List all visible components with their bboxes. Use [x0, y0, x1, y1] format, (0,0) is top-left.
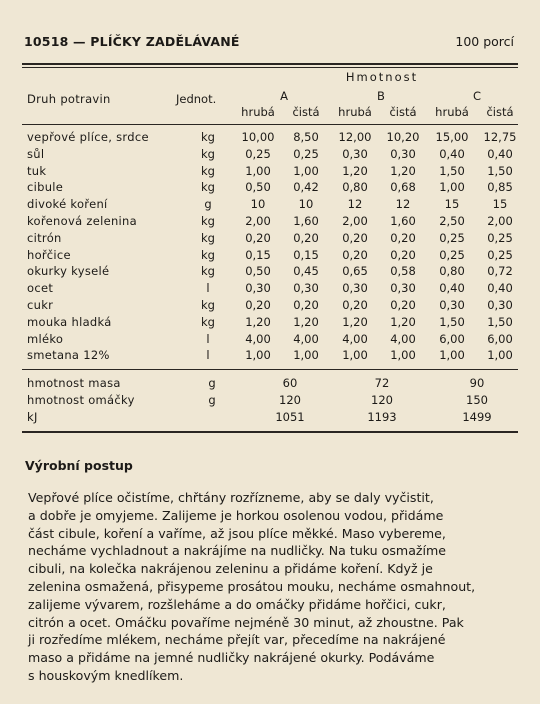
- total-value: 90: [469, 376, 485, 390]
- ingredient-value: 0,15: [293, 247, 319, 262]
- ingredient-value: 0,68: [390, 180, 416, 195]
- procedure-text: [28, 489, 522, 685]
- ingredient-value: 1,60: [390, 214, 416, 228]
- ingredient-value: 4,00: [342, 331, 368, 346]
- sub-header-a-net: čistá: [292, 105, 320, 119]
- total-value: 1193: [367, 410, 397, 424]
- header-rule-thin: [22, 67, 518, 68]
- procedure-line: zelenina osmažená, přisypeme prosátou mouku, necháme osmahnout,: [28, 578, 476, 594]
- column-header-name: Druh potravin: [27, 92, 111, 106]
- total-name: hmotnost masa: [27, 376, 121, 390]
- ingredient-value: 0,20: [293, 298, 319, 312]
- ingredient-value: 1,00: [245, 163, 271, 178]
- ingredient-value: 0,58: [390, 264, 416, 279]
- ingredient-value: 1,50: [487, 314, 513, 329]
- ingredient-unit: l: [206, 331, 210, 346]
- procedure-line: maso a přidáme na jemné nudličky nakrájené okurky. Podáváme: [28, 650, 435, 666]
- ingredient-value: 0,25: [245, 146, 271, 161]
- totals-rule: [22, 369, 518, 370]
- ingredient-name: citrón: [27, 230, 62, 245]
- ingredient-value: 10: [250, 197, 266, 212]
- ingredient-value: 1,20: [342, 314, 368, 329]
- ingredient-value: 2,00: [342, 214, 368, 228]
- recipe-header: [24, 34, 516, 52]
- ingredient-value: 0,80: [342, 180, 368, 195]
- ingredient-value: 1,00: [342, 348, 368, 363]
- ingredient-unit: kg: [201, 230, 215, 245]
- ingredient-value: 0,25: [487, 230, 513, 245]
- ingredient-value: 0,30: [342, 146, 368, 161]
- ingredient-value: 6,00: [439, 331, 465, 346]
- ingredient-unit: kg: [201, 247, 215, 262]
- ingredient-value: 10: [298, 197, 314, 212]
- group-header-a: A: [280, 89, 288, 103]
- ingredient-value: 0,20: [245, 230, 271, 245]
- ingredient-value: 2,00: [487, 214, 513, 228]
- total-unit: g: [208, 376, 216, 390]
- header-rule: [22, 63, 518, 65]
- ingredient-value: 0,20: [390, 230, 416, 245]
- ingredient-value: 15: [444, 197, 460, 212]
- ingredient-name: okurky kyselé: [27, 264, 110, 279]
- ingredient-value: 15,00: [435, 130, 469, 144]
- ingredient-name: smetana 12%: [27, 348, 110, 363]
- ingredient-value: 0,30: [342, 281, 368, 296]
- ingredient-unit: kg: [201, 146, 215, 161]
- ingredient-value: 0,50: [245, 180, 271, 195]
- ingredient-value: 0,25: [439, 230, 465, 245]
- ingredient-value: 1,00: [293, 348, 319, 363]
- procedure-line: část cibule, koření a vaříme, až jsou plíce měkké. Maso vybereme,: [28, 525, 446, 541]
- ingredient-value: 0,20: [390, 247, 416, 262]
- ingredient-value: 0,40: [487, 146, 513, 161]
- ingredient-value: 1,00: [293, 163, 319, 178]
- ingredient-value: 2,50: [439, 214, 465, 228]
- ingredient-value: 0,72: [487, 264, 513, 279]
- ingredient-value: 10,20: [386, 130, 420, 144]
- total-name: hmotnost omáčky: [27, 393, 135, 407]
- ingredient-value: 0,25: [487, 247, 513, 262]
- group-header-b: B: [377, 89, 385, 103]
- sub-header-a-gross: hrubá: [241, 105, 275, 119]
- ingredient-value: 6,00: [487, 331, 513, 346]
- portions-count: 100 porcí: [455, 34, 514, 49]
- procedure-line: citrón a ocet. Omáčku povaříme nejméně 30 minut, až zhoustne. Pak: [28, 614, 464, 630]
- ingredient-value: 2,00: [245, 214, 271, 228]
- sub-header-b-gross: hrubá: [338, 105, 372, 119]
- ingredient-name: mléko: [27, 331, 64, 346]
- ingredient-name: sůl: [27, 146, 45, 161]
- ingredient-value: 0,20: [245, 298, 271, 312]
- total-value: 1499: [462, 410, 492, 424]
- total-value: 60: [282, 376, 298, 390]
- total-value: 120: [371, 393, 393, 407]
- sub-header-c-gross: hrubá: [435, 105, 469, 119]
- ingredient-value: 1,00: [487, 348, 513, 363]
- ingredient-value: 0,30: [245, 281, 271, 296]
- total-value: 1051: [275, 410, 305, 424]
- sub-header-c-net: čistá: [486, 105, 514, 119]
- ingredient-value: 1,20: [342, 163, 368, 178]
- ingredient-unit: kg: [201, 163, 215, 178]
- ingredient-name: mouka hladká: [27, 314, 112, 329]
- ingredient-value: 12,75: [483, 130, 517, 144]
- ingredient-value: 10,00: [241, 130, 275, 144]
- total-value: 72: [374, 376, 390, 390]
- ingredient-value: 0,20: [342, 230, 368, 245]
- ingredient-name: vepřové plíce, srdce: [27, 130, 149, 144]
- ingredient-value: 12: [347, 197, 363, 212]
- procedure-line: s houskovým knedlíkem.: [28, 667, 184, 683]
- ingredient-unit: kg: [201, 214, 215, 228]
- ingredient-value: 0,40: [439, 281, 465, 296]
- ingredient-name: kořenová zelenina: [27, 214, 137, 228]
- column-header-weight: Hmotnost: [345, 70, 419, 84]
- ingredient-value: 15: [492, 197, 508, 212]
- ingredient-unit: g: [204, 197, 212, 212]
- ingredient-value: 1,20: [390, 163, 416, 178]
- ingredient-value: 0,65: [342, 264, 368, 279]
- ingredient-unit: kg: [201, 314, 215, 329]
- ingredient-value: 1,00: [439, 180, 465, 195]
- ingredient-value: 0,85: [487, 180, 513, 195]
- procedure-line: a dobře je omyjeme. Zalijeme je horkou osolenou vodou, přidáme: [28, 507, 444, 523]
- ingredient-value: 1,00: [390, 348, 416, 363]
- ingredient-unit: kg: [201, 298, 215, 312]
- ingredient-value: 12,00: [338, 130, 372, 144]
- total-value: 120: [279, 393, 301, 407]
- ingredient-value: 1,20: [293, 314, 319, 329]
- ingredient-value: 0,20: [293, 230, 319, 245]
- procedure-heading: Výrobní postup: [25, 458, 133, 473]
- ingredient-value: 4,00: [390, 331, 416, 346]
- ingredient-value: 8,50: [293, 130, 319, 144]
- ingredient-unit: l: [206, 281, 210, 296]
- procedure-line: ji rozředíme mlékem, necháme přejít var, přecedíme na nakrájené: [28, 632, 446, 648]
- total-unit: g: [208, 393, 216, 407]
- ingredient-value: 1,20: [245, 314, 271, 329]
- ingredient-value: 1,20: [390, 314, 416, 329]
- ingredient-value: 0,30: [390, 281, 416, 296]
- ingredient-name: cukr: [27, 298, 54, 312]
- ingredient-value: 0,30: [439, 298, 465, 312]
- ingredient-name: cibule: [27, 180, 64, 195]
- ingredient-value: 1,50: [439, 163, 465, 178]
- ingredient-value: 0,80: [439, 264, 465, 279]
- procedure-line: necháme vychladnout a nakrájíme na nudličky. Na tuku osmažíme: [28, 543, 447, 559]
- recipe-title: 10518 — PLÍČKY ZADĚLÁVANÉ: [24, 34, 240, 49]
- ingredient-unit: kg: [201, 180, 215, 195]
- total-name: kJ: [27, 410, 38, 424]
- column-header-unit: Jednot.: [176, 92, 217, 106]
- procedure-line: cibuli, na kolečka nakrájenou zeleninu a přidáme koření. Když je: [28, 561, 433, 577]
- ingredient-value: 1,00: [439, 348, 465, 363]
- ingredient-unit: kg: [201, 264, 215, 279]
- ingredient-value: 0,25: [439, 247, 465, 262]
- ingredient-unit: l: [206, 348, 210, 363]
- ingredient-name: divoké koření: [27, 197, 108, 212]
- ingredient-value: 1,50: [439, 314, 465, 329]
- ingredient-value: 0,50: [245, 264, 271, 279]
- ingredient-value: 12: [395, 197, 411, 212]
- table-bottom-rule: [22, 431, 518, 433]
- ingredient-value: 1,60: [293, 214, 319, 228]
- ingredient-value: 0,42: [293, 180, 319, 195]
- ingredient-value: 0,20: [342, 298, 368, 312]
- ingredient-value: 0,40: [487, 281, 513, 296]
- sub-header-b-net: čistá: [389, 105, 417, 119]
- ingredient-value: 0,30: [293, 281, 319, 296]
- ingredient-value: 0,30: [487, 298, 513, 312]
- ingredient-name: hořčice: [27, 247, 71, 262]
- group-header-c: C: [472, 89, 482, 103]
- ingredient-value: 1,50: [487, 163, 513, 178]
- ingredient-unit: kg: [201, 130, 215, 144]
- ingredient-value: 0,30: [390, 146, 416, 161]
- ingredient-value: 0,20: [390, 298, 416, 312]
- ingredient-value: 0,25: [293, 146, 319, 161]
- ingredient-value: 0,45: [293, 264, 319, 279]
- ingredient-value: 4,00: [293, 331, 319, 346]
- procedure-line: zalijeme vývarem, rozšleháme a do omáčky přidáme hořčici, cukr,: [28, 596, 446, 612]
- ingredient-name: ocet: [27, 281, 54, 296]
- ingredient-value: 0,15: [245, 247, 271, 262]
- ingredient-value: 0,40: [439, 146, 465, 161]
- ingredient-value: 4,00: [245, 331, 271, 346]
- ingredient-value: 1,00: [245, 348, 271, 363]
- ingredient-name: tuk: [27, 163, 47, 178]
- procedure-line: Vepřové plíce očistíme, chřtány rozřízneme, aby se daly vyčistit,: [28, 490, 434, 505]
- ingredient-value: 0,20: [342, 247, 368, 262]
- table-head-rule: [22, 124, 518, 125]
- total-value: 150: [466, 393, 488, 407]
